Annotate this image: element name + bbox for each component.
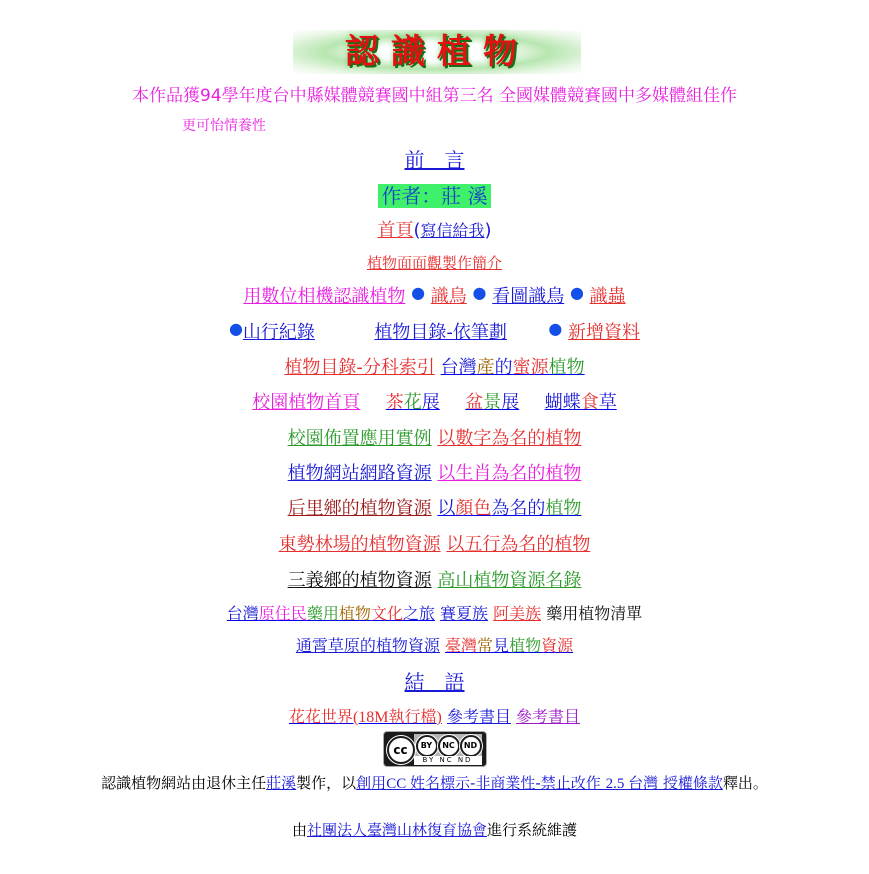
butterfly-food-link[interactable] [545,392,617,413]
camellia-part: 茶 [385,392,404,413]
cc-badge-subtitle: BY NC ND [414,756,482,765]
hiking-link[interactable]: 山行紀錄 [242,322,315,343]
logo-title: 認識植物 [345,32,529,72]
nectar-part: 台灣 [440,357,477,378]
intro-link[interactable]: 植物面面觀製作簡介 [366,254,502,272]
bonsai-part: 展 [501,392,520,413]
license-text-1: 認識植物網站由退休主任 [101,774,267,792]
nectar-part: 蜜源 [512,357,549,378]
bullet-icon: ● [569,283,584,302]
flower-world-part: 花花世界 [288,707,353,726]
flower-world-part: 執行檔 [388,707,437,726]
preface-link[interactable]: 前 言 [404,148,465,172]
site-logo [293,30,581,74]
paren-close: ) [484,220,492,241]
common-part: 常 [477,636,494,655]
cc-link-part: 台灣 [628,774,663,792]
aboriginal-part: 原住民 [258,604,307,623]
bullet-icon: ● [548,319,563,338]
nectar-part: 的 [494,357,513,378]
references-link-1[interactable]: 參考書目 [446,707,511,726]
license-text-2: 製作，以 [296,774,357,792]
paren-open: ( [413,220,421,241]
nectar-part: 植物 [548,357,585,378]
cc-logo-icon: cc [387,736,415,764]
bonsai-exhibit-link[interactable] [465,392,519,413]
butterfly-part: 蝴蝶 [544,392,581,413]
new-data-link[interactable]: 新增資料 [568,322,641,343]
home-link[interactable]: 首頁 [377,220,414,241]
aboriginal-link[interactable] [227,604,435,623]
author-link[interactable]: 莊溪 [266,774,297,792]
aboriginal-part: 藥用 [306,604,339,623]
org-link[interactable]: 社團法人臺灣山林復育協會 [306,821,487,839]
butterfly-part: 草 [598,392,617,413]
cc-license-link[interactable] [356,774,723,792]
aboriginal-part: 之旅 [402,604,435,623]
mail-link[interactable]: 寫信給我 [420,221,485,240]
common-part: 植物 [509,636,542,655]
camera-link[interactable]: 用數位相機認識植物 [243,286,406,307]
houli-link[interactable]: 后里鄉的植物資源 [287,498,432,519]
conclusion-link[interactable]: 結 語 [404,670,465,694]
by-attribution-icon: BY [416,735,438,757]
common-plants-link[interactable] [445,636,573,655]
colors-part: 顏色 [455,498,492,519]
bullet-icon: ● [228,319,243,338]
aboriginal-part: 台灣 [226,604,259,623]
flower-world-link[interactable] [289,707,442,726]
aboriginal-part: 文化 [370,604,403,623]
camellia-part: 花 [403,392,422,413]
catalog-strokes-link[interactable]: 植物目錄-依筆劃 [374,322,507,343]
numbers-link[interactable]: 以數字為名的植物 [437,428,582,449]
common-part: 臺灣 [445,636,478,655]
amis-link[interactable]: 阿美族 [493,604,542,623]
cc-link-part: 2.5 [605,776,629,792]
camellia-part: 展 [421,392,440,413]
sanyi-link[interactable]: 三義鄉的植物資源 [287,570,432,591]
bonsai-part: 景 [483,392,502,413]
nectar-part: 產 [476,357,495,378]
bullet-icon: ● [411,283,426,302]
aboriginal-part: 植物 [338,604,371,623]
butterfly-part: 食 [580,392,599,413]
cc-license-badge[interactable] [383,739,487,764]
cc-link-part: 姓名標示-非商業性-禁止改作 [409,774,606,792]
insects-link[interactable]: 識蟲 [589,286,626,307]
catalog-family-link[interactable]: 植物目錄-分科索引 [284,357,435,378]
marquee-text: 更可怡情養性 [182,118,266,134]
nectar-plants-link[interactable] [441,357,585,378]
common-part: 資源 [541,636,574,655]
birds-link[interactable]: 識鳥 [430,286,467,307]
bonsai-part: 盆 [465,392,484,413]
license-text-3: 釋出。 [722,774,768,792]
dongshi-link[interactable]: 東勢林場的植物資源 [278,534,441,555]
tongxiao-link[interactable]: 通霄草原的植物資源 [295,636,440,655]
flower-world-part: ) [436,709,442,726]
campus-layout-link[interactable]: 校園佈置應用實例 [287,428,432,449]
colors-part: 以 [437,498,456,519]
five-elements-link[interactable]: 以五行為名的植物 [446,534,591,555]
cc-badge-box [383,731,487,767]
colors-part: 為名的 [491,498,546,519]
colors-link[interactable] [437,498,581,519]
cc-link-part: 授權條款 [662,774,723,792]
camellia-exhibit-link[interactable] [386,392,440,413]
zodiac-link[interactable]: 以生肖為名的植物 [437,463,582,484]
noncommercial-icon: NC [438,735,460,757]
noderivatives-icon: ND [460,735,482,757]
maintain-text-1: 由 [291,821,307,839]
common-part: 見 [493,636,510,655]
bird-pics-link[interactable]: 看圖識鳥 [492,286,565,307]
author-label: 作者：莊 溪 [378,184,490,208]
medicinal-list-text: 藥用植物清單 [546,604,643,623]
references-link-2[interactable]: 參考書目 [516,707,581,726]
saisiyat-link[interactable]: 賽夏族 [439,604,488,623]
maintain-text-2: 進行系統維護 [487,821,578,839]
alpine-link[interactable]: 高山植物資源名錄 [437,570,582,591]
bullet-icon: ● [472,283,487,302]
campus-home-link[interactable]: 校園植物首頁 [252,392,361,413]
web-resources-link[interactable]: 植物網站網路資源 [287,463,432,484]
cc-link-part: CC [386,776,410,792]
cc-link-part: 創用 [356,774,387,792]
flower-world-part: (18M [352,709,389,726]
colors-part: 植物 [545,498,582,519]
award-text: 本作品獲94學年度台中縣媒體競賽國中組第三名 全國媒體競賽國中多媒體組佳作 [131,86,738,106]
